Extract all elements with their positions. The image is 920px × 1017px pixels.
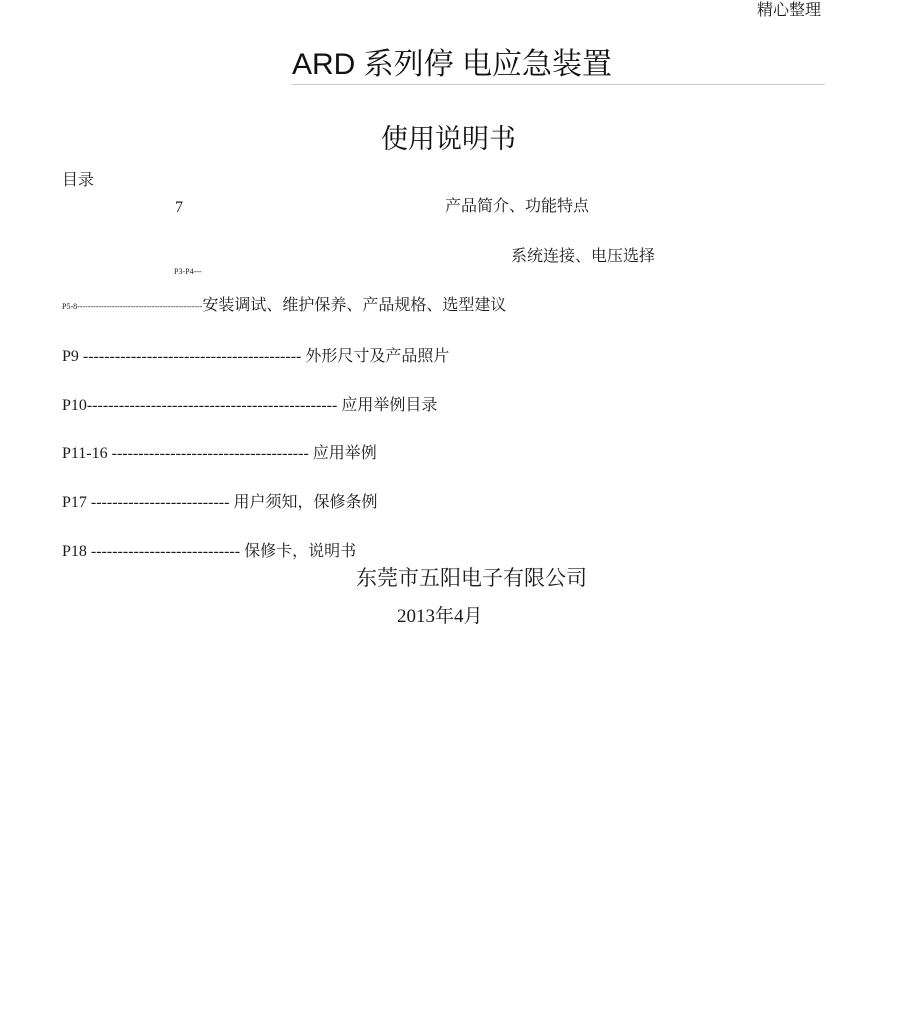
document-subtitle: 使用说明书 [381,124,516,154]
toc-entry5-title: 应用举例目录 [341,397,438,414]
toc-heading: 目录 [62,172,95,189]
toc-entry1-title: 产品简介、功能特点 [445,198,590,215]
toc-entry6 [62,446,377,462]
toc-entry2-title: 系统连接、电压选择 [511,248,656,265]
toc-entry7 [62,495,377,511]
toc-entry3-title: 安装调试、维护保养、产品规格、选型建议 [202,297,507,314]
toc-entry5 [62,398,437,414]
toc-entry3 [62,298,506,314]
toc-entry4-page: P9 ----------------------------------------- [62,348,302,365]
toc-entry1-page: 7 [175,199,183,216]
toc-entry5-page: P10----------------------------------------------- [62,397,338,414]
toc-entry4-title: 外形尺寸及产品照片 [305,348,450,365]
header-note: 精心整理 [757,2,822,19]
toc-entry7-page: P17 -------------------------- [62,494,230,511]
toc-entry6-page: P11-16 ------------------------------------- [62,445,309,462]
toc-entry7-title: 用户须知，保修条例 [233,494,378,511]
toc-entry3-page: P5-8----------------------------------------------- [62,302,203,311]
company-name: 东莞市五阳电子有限公司 [356,566,587,590]
toc-entry8-page: P18 ---------------------------- [62,543,241,560]
toc-entry4 [62,349,449,365]
document-title: ARD 系列停 电应急装置 [292,48,613,81]
toc-entry2-page: P3-P4--- [174,267,202,276]
toc-entry6-title: 应用举例 [312,445,377,462]
publish-date: 2013年4月 [397,606,483,627]
toc-entry8-title: 保修卡，说明书 [244,543,357,560]
toc-entry8 [62,544,356,560]
title-underline [292,84,825,85]
